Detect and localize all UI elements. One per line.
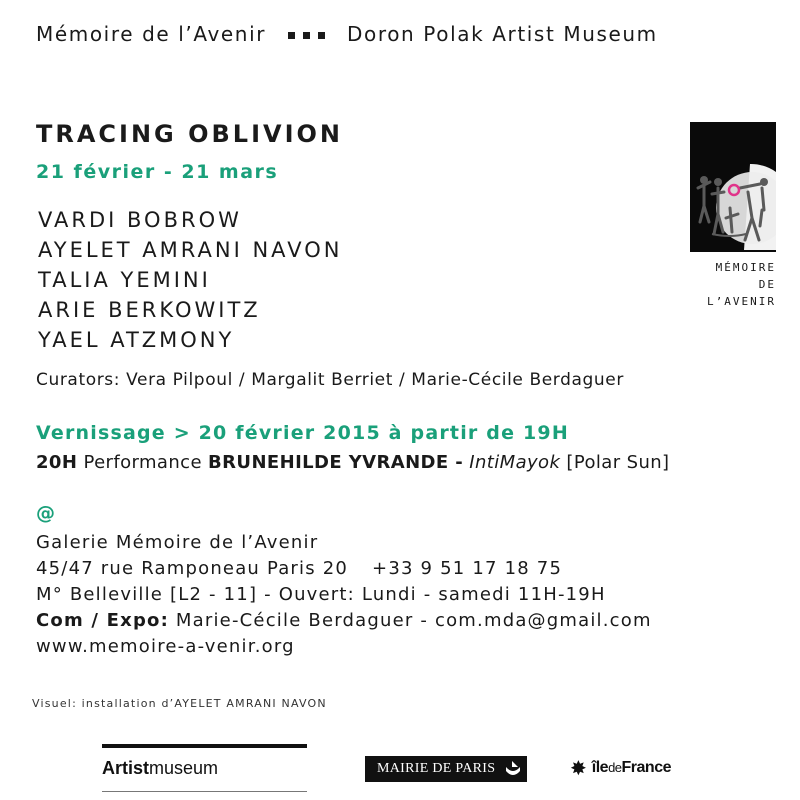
venue-address: 45/47 rue Ramponeau Paris 20 (36, 558, 349, 579)
artistmuseum-logo (102, 744, 307, 792)
header-gallery-name: Mémoire de l’Avenir (36, 22, 267, 46)
venue-phone[interactable]: +33 9 51 17 18 75 (372, 558, 563, 579)
exhibition-title: TRACING OBLIVION (36, 120, 344, 148)
artistmuseum-bar (102, 744, 307, 748)
performance-title: IntiMayok (469, 452, 561, 473)
memoire-logo-graphic (690, 122, 776, 252)
performance-line (36, 452, 670, 473)
artist-name: VARDI BOBROW (38, 208, 242, 232)
venue-name: Galerie Mémoire de l’Avenir (36, 532, 319, 553)
artistmuseum-wordmark: Artistmuseum (102, 758, 219, 778)
venue-block (36, 530, 652, 660)
artist-name: AYELET AMRANI NAVON (38, 238, 343, 262)
artist-list (38, 205, 342, 355)
at-symbol: @ (36, 502, 55, 524)
vernissage-line: Vernissage > 20 février 2015 à partir de 19H (36, 422, 569, 444)
memoire-logo-text (690, 259, 776, 310)
performance-subtitle: [Polar Sun] (560, 452, 670, 473)
paris-ship-icon (503, 759, 523, 779)
contact-value[interactable]: Marie-Cécile Berdaguer - com.mda@gmail.com (169, 610, 652, 631)
curators-line: Curators: Vera Pilpoul / Margalit Berriet / Marie-Cécile Berdaguer (36, 370, 624, 390)
artist-name: TALIA YEMINI (38, 268, 211, 292)
visual-credit: Visuel: installation d’AYELET AMRANI NAVON (32, 697, 327, 710)
mairie-de-paris-logo (365, 756, 527, 782)
mairie-de-paris-text: MAIRIE DE PARIS (377, 761, 496, 776)
ile-de-france-wordmark: îledeFrance (591, 759, 671, 776)
venue-metro-hours: M° Belleville [L2 - 11] - Ouvert: Lundi - samedi 11H-19H (36, 584, 606, 605)
contact-label: Com / Expo: (36, 610, 169, 631)
logo-line-3: L’AVENIR (707, 295, 776, 308)
venue-website[interactable]: www.memoire-a-venir.org (36, 636, 295, 657)
exhibition-dates: 21 février - 21 mars (36, 161, 279, 183)
venue-address-row (36, 556, 652, 582)
logo-line-1: MÉMOIRE (715, 261, 776, 274)
performance-label: Performance (77, 452, 209, 473)
artistmuseum-underline (102, 791, 307, 792)
artist-name: YAEL ATZMONY (38, 328, 235, 352)
performance-artist: BRUNEHILDE YVRANDE - (208, 452, 464, 473)
artist-name: ARIE BERKOWITZ (38, 298, 261, 322)
star-icon: ✸ (570, 756, 587, 780)
ile-de-france-logo (570, 758, 671, 778)
separator-squares (284, 22, 329, 46)
venue-contact-row (36, 608, 652, 634)
header-museum-name: Doron Polak Artist Museum (347, 22, 658, 46)
logo-line-2: DE (758, 278, 776, 291)
header (36, 22, 658, 46)
performance-time: 20H (36, 452, 78, 473)
